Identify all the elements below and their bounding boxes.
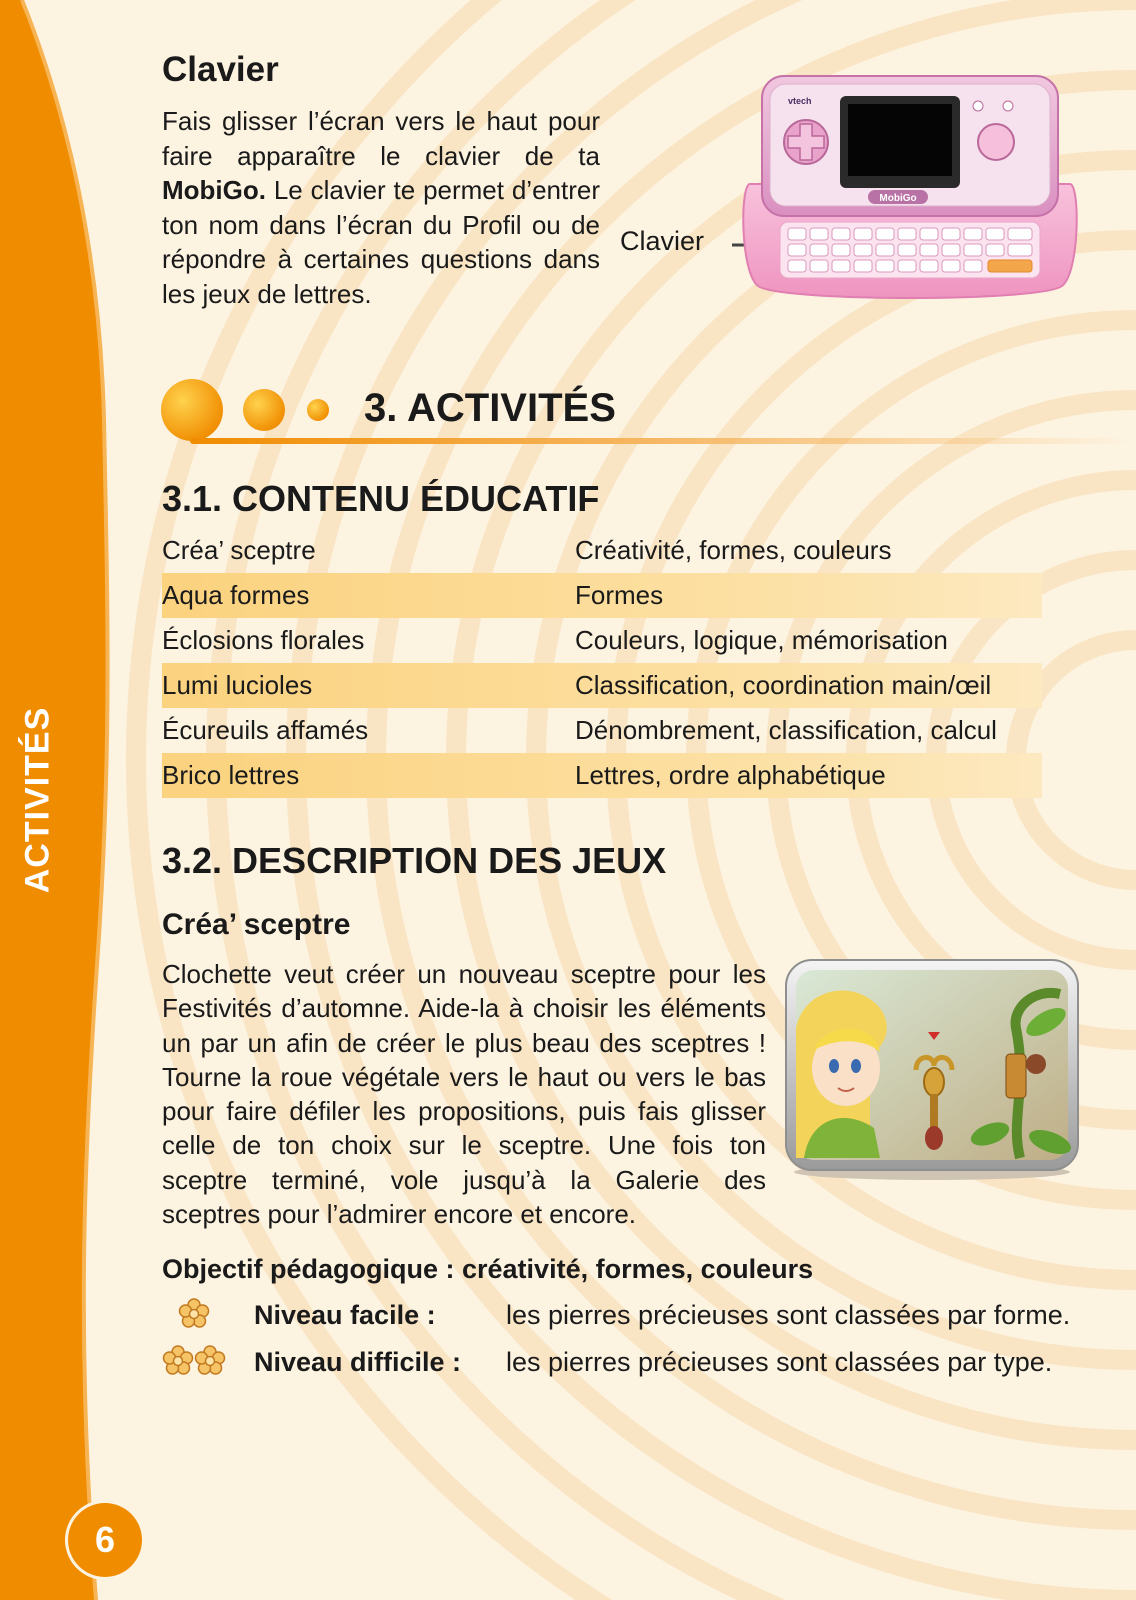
table-row [162, 663, 1042, 708]
pedagogical-objective: Objectif pédagogique : créativité, formes, couleurs [162, 1254, 814, 1284]
keyboard-caption: Clavier [620, 226, 705, 256]
table-row [162, 753, 1042, 798]
side-section-label: ACTIVITÉS [18, 706, 57, 894]
clavier-text-2: Le clavier te permet d’entrer ton nom dans l’écran du Profil ou de répondre à certaines questions dans les jeux de lettres. [162, 175, 600, 309]
activity-skills: Lettres, ordre alphabétique [575, 760, 886, 790]
two-flowers-icon [162, 1343, 232, 1383]
section-heading [160, 378, 1136, 458]
clavier-paragraph [162, 104, 600, 311]
game-title: Créa’ sceptre [162, 908, 351, 941]
level-description: les pierres précieuses sont classées par forme. [506, 1300, 1071, 1330]
level-easy [162, 1296, 1102, 1336]
activity-name: Lumi lucioles [162, 670, 313, 700]
level-label: Niveau facile : [254, 1300, 436, 1330]
clavier-title: Clavier [162, 50, 279, 89]
table-row [162, 573, 1042, 618]
activity-name: Écureuils affamés [162, 715, 369, 745]
activity-name: Éclosions florales [162, 625, 365, 655]
page-number: 6 [68, 1503, 142, 1577]
activity-skills: Classification, coordination main/œil [575, 670, 992, 700]
educational-content-table [162, 528, 1042, 798]
section-title: 3. ACTIVITÉS [364, 386, 616, 430]
one-flower-icon [162, 1296, 232, 1336]
subsection-title-contenu: 3.1. CONTENU ÉDUCATIF [162, 478, 600, 519]
activity-name: Créa’ sceptre [162, 535, 316, 565]
device-brand: vtech [788, 96, 812, 106]
device-logo: MobiGo [879, 193, 917, 204]
activity-skills: Créativité, formes, couleurs [575, 535, 892, 565]
clavier-text-1: Fais glisser l’écran vers le haut pour faire apparaître le clavier de ta [162, 106, 600, 171]
activity-skills: Dénombrement, classification, calcul [575, 715, 997, 745]
table-row [162, 708, 1042, 753]
subsection-title-description: 3.2. DESCRIPTION DES JEUX [162, 840, 667, 881]
activity-name: Aqua formes [162, 580, 310, 610]
activity-skills: Formes [575, 580, 664, 610]
section-underline [190, 438, 1130, 444]
table-row [162, 528, 1042, 573]
level-description: les pierres précieuses sont classées par type. [506, 1347, 1053, 1377]
level-label: Niveau difficile : [254, 1347, 462, 1377]
mobigo-device-image [740, 72, 1080, 308]
table-row [162, 618, 1042, 663]
game-screenshot-image [784, 958, 1080, 1182]
activity-skills: Couleurs, logique, mémorisation [575, 625, 948, 655]
level-hard [162, 1343, 1102, 1383]
clavier-text-brand: MobiGo. [162, 175, 266, 205]
game-description: Clochette veut créer un nouveau sceptre pour les Festivités d’automne. Aide-la à choisir les éléments un par un afin de créer le plus beau des sceptres ! Tourne la roue végétale vers le haut ou vers le bas pour faire défiler les propositions, puis fais glisser celle de ton choix sur le sceptre. Une fois ton sceptre terminé, vole jusqu’à la Galerie des sceptres pour l’admirer encore et encore. [162, 959, 766, 1230]
activity-name: Brico lettres [162, 760, 300, 790]
